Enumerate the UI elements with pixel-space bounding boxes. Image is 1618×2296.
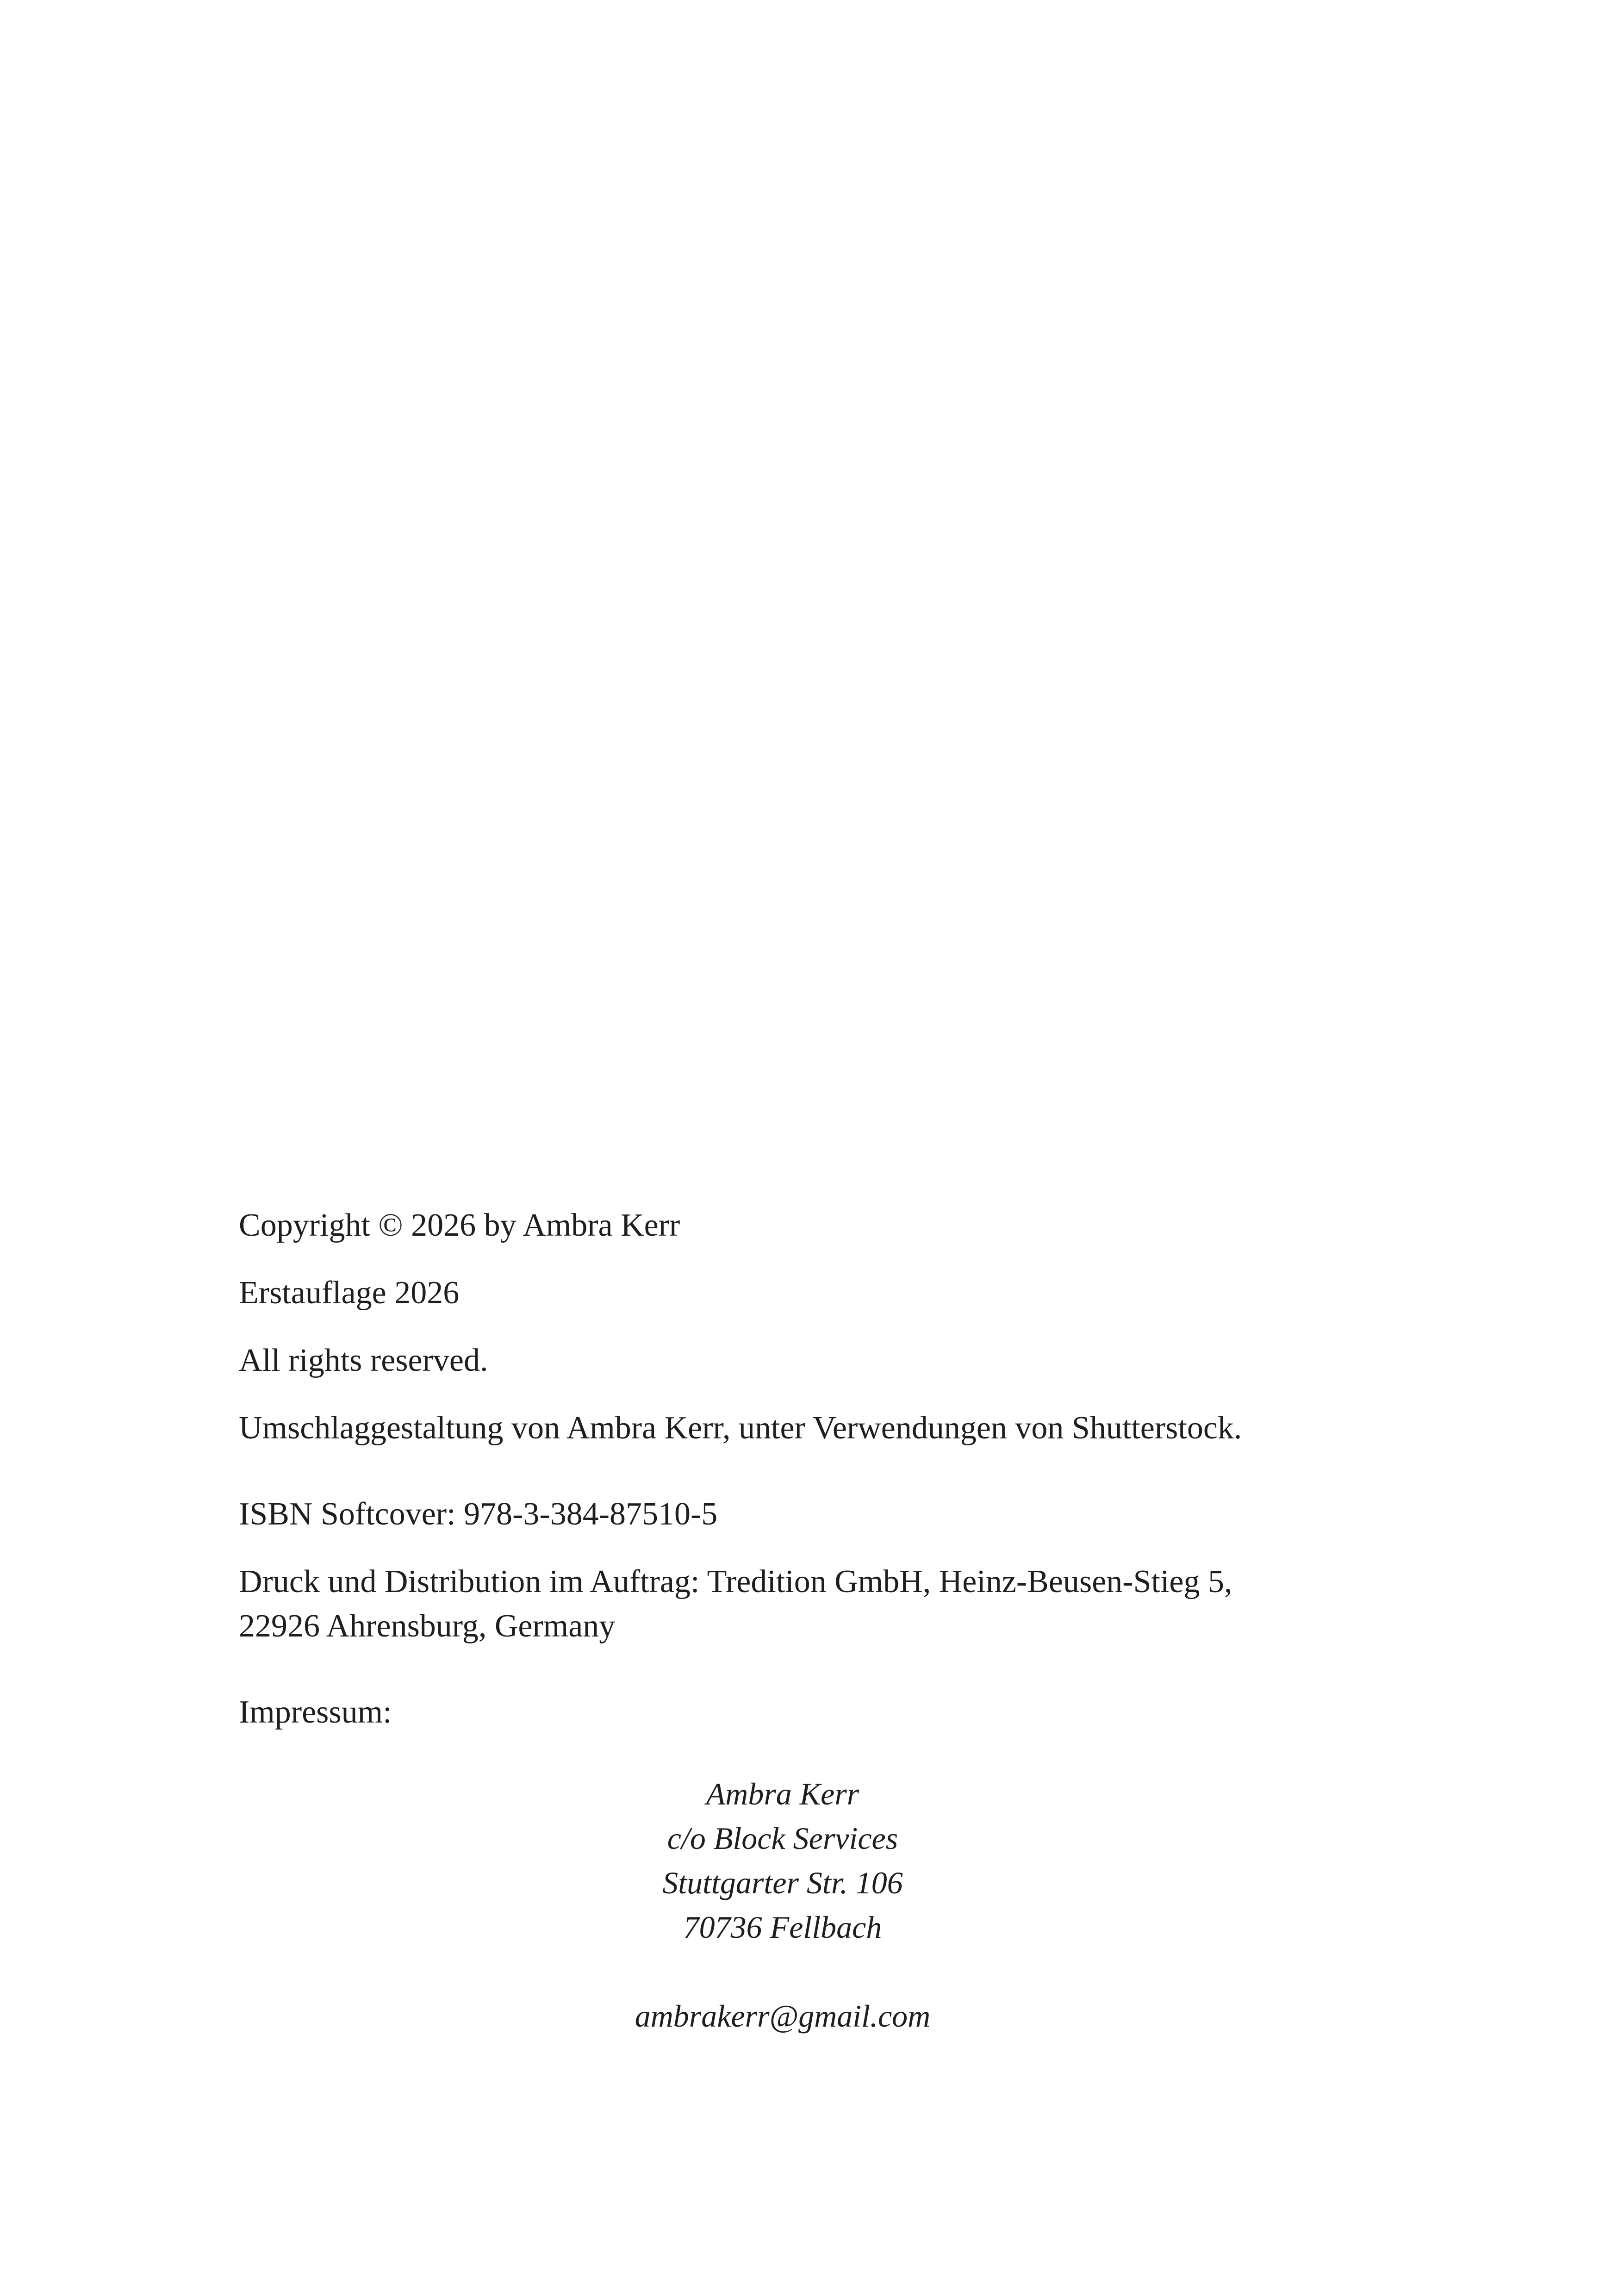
rights-line: All rights reserved. — [239, 1343, 488, 1378]
address-street: Stuttgarter Str. 106 — [662, 1865, 903, 1900]
address-city: 70736 Fellbach — [683, 1910, 882, 1945]
impressum-label: Impressum: — [239, 1694, 392, 1730]
edition-line: Erstauflage 2026 — [239, 1275, 460, 1311]
address-email: ambrakerr@gmail.com — [635, 1998, 931, 2034]
copyright-line: Copyright © 2026 by Ambra Kerr — [239, 1207, 680, 1243]
cover-credit-line: Umschlaggestaltung von Ambra Kerr, unter Verwendungen von Shutterstock. — [239, 1410, 1242, 1446]
impressum-address — [239, 1772, 1326, 2038]
distribution-line-1: Druck und Distribution im Auftrag: Tredition GmbH, Heinz-Beusen-Stieg 5, — [239, 1564, 1232, 1599]
address-care-of: c/o Block Services — [667, 1821, 898, 1856]
distribution-line-2: 22926 Ahrensburg, Germany — [239, 1608, 616, 1644]
isbn-line: ISBN Softcover: 978-3-384-87510-5 — [239, 1496, 718, 1532]
address-name: Ambra Kerr — [706, 1776, 859, 1811]
imprint-block — [239, 1203, 1373, 2038]
